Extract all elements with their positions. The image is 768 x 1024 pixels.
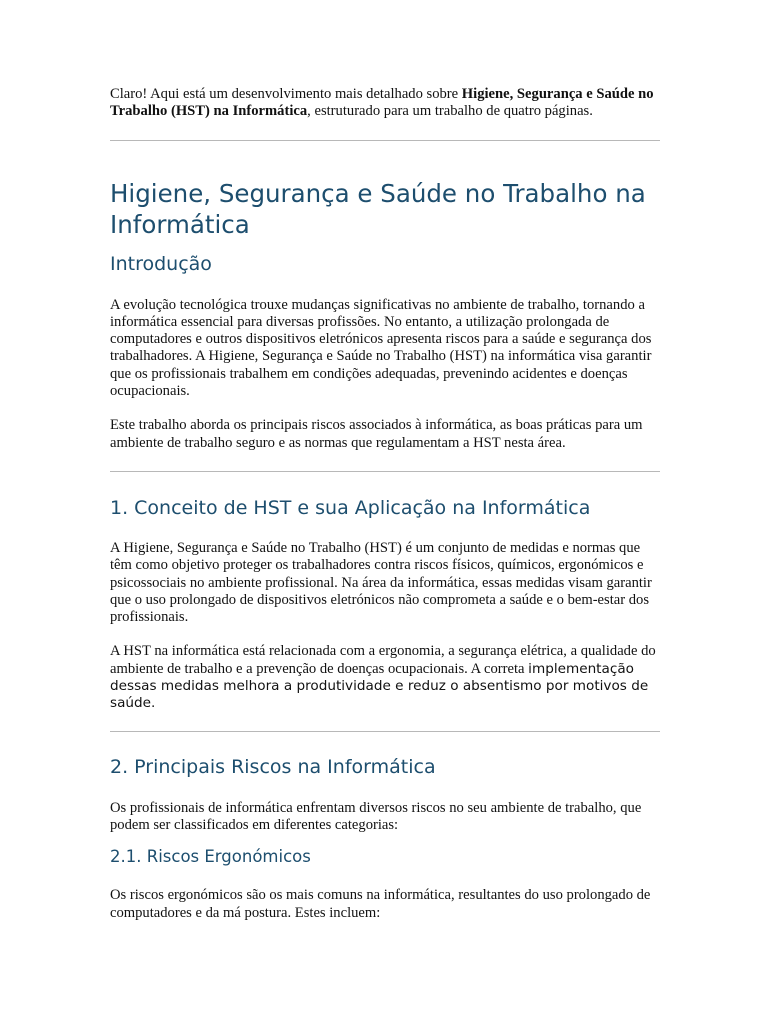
intro-paragraph — [110, 86, 660, 121]
section-1-paragraph-2-sans: implementação dessas medidas melhora a produtividade e reduz o absentismo por motivos de saúde. — [110, 660, 649, 712]
divider — [110, 731, 660, 732]
intro-text-bold: Higiene, Segurança e Saúde no Trabalho (HST) na Informática — [110, 86, 654, 120]
heading-section-2-1: 2.1. Riscos Ergonómicos — [110, 847, 311, 867]
divider — [110, 471, 660, 472]
introducao-paragraph-2: Este trabalho aborda os principais riscos associados à informática, as boas práticas para um ambiente de trabalho seguro e as normas que regulamentam a HST nesta área. — [110, 417, 643, 451]
section-1-paragraph-1: A Higiene, Segurança e Saúde no Trabalho (HST) é um conjunto de medidas e normas que têm como objetivo proteger os trabalhadores contra riscos físicos, químicos, ergonómicos e psicossociais no ambiente profissional. Na área da informática, essas medidas visam garantir que o uso prolongado de dispositivos eletrónicos não comprometa a saúde e o bem-estar dos profissionais. — [110, 539, 652, 626]
intro-text-after: , estruturado para um trabalho de quatro páginas. — [307, 103, 593, 120]
document-page — [110, 86, 660, 922]
intro-text-before: Claro! Aqui está um desenvolvimento mais detalhado sobre — [110, 86, 462, 102]
section-1-paragraph-2-serif: A HST na informática está relacionada com a ergonomia, a segurança elétrica, a qualidade do ambiente de trabalho e a prevenção de doenças ocupacionais. A correta — [110, 643, 656, 677]
divider — [110, 140, 660, 141]
heading-section-2: 2. Principais Riscos na Informática — [110, 755, 436, 778]
introducao-paragraph-1: A evolução tecnológica trouxe mudanças significativas no ambiente de trabalho, tornando a informática essencial para diversas profissões. No entanto, a utilização prolongada de computadores e outros dispositivos eletrónicos apresenta riscos para a saúde e segurança dos trabalhadores. A Higiene, Segurança e Saúde no Trabalho (HST) na informática visa garantir que os profissionais trabalhem em condições adequadas, prevenindo acidentes e doenças ocupacionais. — [110, 296, 652, 400]
section-1-paragraph-2 — [110, 643, 660, 712]
document-title: Higiene, Segurança e Saúde no Trabalho na Informática — [110, 178, 646, 239]
section-2-1-paragraph-1: Os riscos ergonómicos são os mais comuns na informática, resultantes do uso prolongado de computadores e da má postura. Estes incluem: — [110, 887, 651, 921]
heading-introducao: Introdução — [110, 252, 212, 275]
section-2-paragraph-1: Os profissionais de informática enfrentam diversos riscos no seu ambiente de trabalho, que podem ser classificados em diferentes categorias: — [110, 799, 642, 833]
heading-section-1: 1. Conceito de HST e sua Aplicação na Informática — [110, 496, 591, 519]
